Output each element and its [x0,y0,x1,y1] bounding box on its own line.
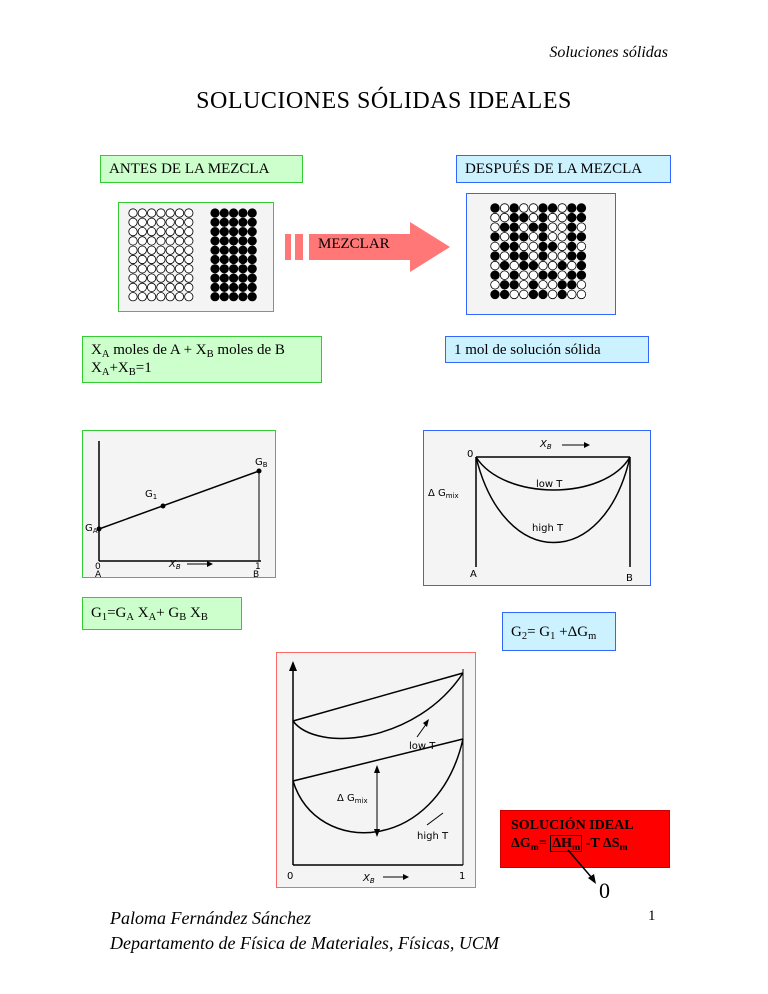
atom-b [510,281,519,290]
atom-b [211,255,219,263]
atom-a [138,265,146,273]
atom-b [548,242,557,251]
atom-a [185,209,193,217]
atom-a [138,293,146,301]
atom-a [138,227,146,235]
atom-a [138,209,146,217]
page-number: 1 [648,908,656,924]
atom-a [185,265,193,273]
atom-a [577,223,586,232]
atom-a [185,293,193,301]
atom-a [147,246,155,254]
atom-b [220,274,228,282]
free-energy-linear-graph [82,430,276,578]
atom-a [185,283,193,291]
delta-g-mix-graph [423,430,651,586]
atom-a [157,246,165,254]
atom-b [558,281,567,290]
graph2-low-t: low T [536,479,563,490]
atom-a [129,227,137,235]
atom-b [500,261,509,270]
atom-b [211,227,219,235]
atom-b [510,204,519,213]
atom-b [229,218,237,226]
atom-b [220,246,228,254]
atom-b [239,265,247,273]
atom-b [539,242,548,251]
atom-a [577,242,586,251]
atom-a [138,255,146,263]
atom-b [239,227,247,235]
atom-a [491,242,500,251]
graph2-high-t: high T [532,523,564,534]
atom-a [548,261,557,270]
atom-a [558,252,567,261]
atom-b [529,223,538,232]
atom-b [248,218,256,226]
atom-b [510,233,519,242]
atom-a [500,271,509,280]
atom-a [529,204,538,213]
atom-b [248,265,256,273]
atom-b [229,237,237,245]
atom-a [157,227,165,235]
atom-a [185,246,193,254]
atom-b [239,246,247,254]
atom-b [558,261,567,270]
atom-b [529,290,538,299]
atom-a [558,213,567,222]
atom-a [175,255,183,263]
atom-a [138,246,146,254]
atom-b [211,209,219,217]
graph1-b: B [253,570,260,577]
atom-b [568,242,577,251]
atom-a [510,290,519,299]
atom-b [539,290,548,299]
atom-b [239,274,247,282]
atom-b [248,237,256,245]
atom-a [577,290,586,299]
atom-b [577,271,586,280]
atom-b [491,233,500,242]
atom-a [147,255,155,263]
atom-b [558,290,567,299]
atom-b [229,274,237,282]
atom-b [491,252,500,261]
atom-b [491,290,500,299]
atom-a [129,255,137,263]
atom-b [520,213,529,222]
atom-b [539,233,548,242]
atom-b [211,265,219,273]
atom-a [138,237,146,245]
gb-label: $G_B$ [255,457,268,469]
atom-a [548,233,557,242]
atom-b [229,293,237,301]
atom-b [239,293,247,301]
graph3-one: 1 [459,871,466,882]
atom-b [568,223,577,232]
graph1-zero: 0 [95,562,101,572]
atom-b [577,213,586,222]
atom-a [175,209,183,217]
ga-label: $G_A$ [85,523,98,535]
graph1-a: A [95,570,102,577]
atom-b [500,242,509,251]
atom-a [185,218,193,226]
atoms-after-diagram [467,194,615,314]
graph2-b: B [626,573,633,584]
atom-a [520,290,529,299]
atom-a [147,274,155,282]
atom-a [558,271,567,280]
atom-a [175,283,183,291]
atom-a [520,271,529,280]
atom-a [138,218,146,226]
atom-b [577,252,586,261]
atom-b [229,255,237,263]
atom-a [157,293,165,301]
atom-b [510,271,519,280]
atom-a [166,265,174,273]
atom-b [577,204,586,213]
atom-a [175,293,183,301]
atom-a [539,281,548,290]
graph3-high-t: high T [417,831,449,842]
atom-b [539,204,548,213]
atom-a [157,218,165,226]
atom-b [239,209,247,217]
atom-a [129,265,137,273]
before-mixing-figure [118,202,274,312]
atom-a [491,223,500,232]
atom-a [129,274,137,282]
atom-a [147,293,155,301]
atom-b [220,283,228,291]
atom-b [568,213,577,222]
moles-line-1: $X_A$ moles de $A + X_B$ moles de B [91,342,285,360]
atom-a [175,274,183,282]
graph3-xb: $X_B$ [363,873,375,885]
atom-a [491,281,500,290]
atom-b [211,218,219,226]
atom-b [548,204,557,213]
after-mixing-label: DESPUÉS DE LA MEZCLA [456,155,671,183]
atom-a [147,237,155,245]
g2-equation-box: $G_2= G_1 +\Delta G_m$ [502,612,616,651]
atom-b [211,237,219,245]
atom-a [577,281,586,290]
before-moles-box [82,336,322,383]
atom-b [577,233,586,242]
atom-a [185,227,193,235]
atom-b [248,209,256,217]
page-title: SOLUCIONES SÓLIDAS IDEALES [196,88,572,114]
atom-a [548,281,557,290]
atom-b [510,252,519,261]
atom-b [568,252,577,261]
atom-a [175,265,183,273]
atom-b [500,281,509,290]
atom-a [147,227,155,235]
graph3-low-t: low T [409,741,436,752]
atom-a [138,274,146,282]
g1-equation-box: $G_1=G_A$ $X_A+ G_B$ $X_B$ [82,597,242,630]
atom-a [166,246,174,254]
atom-a [166,218,174,226]
atom-b [539,213,548,222]
atom-b [510,223,519,232]
atom-b [539,223,548,232]
g1-label: $G_1$ [145,489,158,501]
atom-b [500,290,509,299]
atom-b [510,242,519,251]
atom-a [166,227,174,235]
atom-b [548,271,557,280]
atom-a [166,255,174,263]
footer [110,906,499,956]
atoms-before-diagram [119,203,273,311]
atom-a [500,213,509,222]
zero-value: 0 [599,878,610,903]
atom-b [229,227,237,235]
atom-b [491,204,500,213]
atom-a [175,218,183,226]
atom-a [558,233,567,242]
atom-b [211,274,219,282]
atom-b [239,218,247,226]
atom-b [239,283,247,291]
atom-a [166,237,174,245]
atom-b [529,281,538,290]
atom-a [129,237,137,245]
atom-a [529,242,538,251]
graph2-xb: $X_B$ [540,439,552,451]
atom-b [229,246,237,254]
atom-a [491,261,500,270]
atom-a [539,261,548,270]
atom-a [157,274,165,282]
moles-line-2: $X_A+X_B=1$ [91,360,152,378]
atom-a [147,209,155,217]
atom-a [520,204,529,213]
atom-a [157,265,165,273]
atom-a [491,213,500,222]
atom-b [520,233,529,242]
atom-b [248,274,256,282]
atom-a [157,237,165,245]
atom-a [520,242,529,251]
atom-a [129,293,137,301]
atom-a [185,255,193,263]
atom-a [500,233,509,242]
atom-a [568,290,577,299]
atom-a [548,213,557,222]
atom-b [220,237,228,245]
atom-b [211,283,219,291]
atom-b [539,271,548,280]
atom-a [558,242,567,251]
graph2-a: A [470,569,477,580]
atom-a [529,213,538,222]
enthalpy-term: $\Delta H_m$ [552,836,581,853]
atom-b [520,261,529,270]
atom-b [220,255,228,263]
graph3-dgmix: Δ $G_{mix}$ [337,793,368,805]
atom-a [147,283,155,291]
atom-b [239,237,247,245]
atom-b [568,281,577,290]
atom-b [568,233,577,242]
atom-b [211,246,219,254]
atom-a [558,223,567,232]
atom-a [548,290,557,299]
atom-a [166,274,174,282]
atom-b [491,271,500,280]
atom-a [129,246,137,254]
atom-a [548,252,557,261]
atom-a [500,204,509,213]
atom-a [548,223,557,232]
graph1-one: 1 [255,562,261,572]
atom-b [248,255,256,263]
atom-a [175,227,183,235]
atom-a [166,293,174,301]
atom-b [229,209,237,217]
atom-b [520,252,529,261]
footer-author: Paloma Fernández Sánchez [110,908,311,928]
atom-b [248,246,256,254]
atom-a [166,209,174,217]
atom-b [248,227,256,235]
atom-b [220,293,228,301]
atom-a [129,283,137,291]
atom-a [175,237,183,245]
atom-a [185,237,193,245]
atom-a [147,265,155,273]
atom-a [157,209,165,217]
atom-a [129,218,137,226]
atom-a [529,252,538,261]
graph2-dgmix: Δ $G_{mix}$ [428,488,459,500]
atom-b [211,293,219,301]
graph3-zero: 0 [287,871,294,882]
atom-b [220,209,228,217]
atom-a [147,218,155,226]
atom-b [510,213,519,222]
combined-free-energy-graph [276,652,476,888]
atom-a [520,281,529,290]
ideal-solution-equation: $\Delta G_m= \Delta H_m$ -T $\Delta S_m$ [511,836,628,853]
atom-a [157,283,165,291]
atom-a [558,204,567,213]
atom-b [568,271,577,280]
atom-a [185,274,193,282]
atom-a [510,261,519,270]
atom-a [166,283,174,291]
arrow-label: MEZCLAR [318,236,390,252]
atom-b [248,293,256,301]
before-mixing-label: ANTES DE LA MEZCLA [100,155,303,183]
atom-b [220,265,228,273]
atom-a [568,261,577,270]
atom-b [577,261,586,270]
graph2-zero: 0 [467,449,474,460]
atom-b [229,283,237,291]
atom-a [138,283,146,291]
atom-a [520,223,529,232]
graph1-xb: $X_B$ [169,559,181,571]
atom-b [529,261,538,270]
atom-a [129,209,137,217]
atom-b [568,204,577,213]
atom-a [157,255,165,263]
atom-b [220,227,228,235]
atom-b [248,283,256,291]
atom-a [529,271,538,280]
atom-b [500,223,509,232]
atom-a [500,252,509,261]
header-section-title: Soluciones sólidas [549,44,668,61]
atom-b [539,252,548,261]
atom-b [239,255,247,263]
atom-a [175,246,183,254]
atom-b [220,218,228,226]
footer-department: Departamento de Física de Materiales, Físicas, UCM [110,933,499,953]
atom-b [229,265,237,273]
atom-a [529,233,538,242]
after-moles-box: 1 mol de solución sólida [445,336,649,363]
after-mixing-figure [466,193,616,315]
ideal-solution-title: SOLUCIÓN IDEAL [511,818,634,833]
